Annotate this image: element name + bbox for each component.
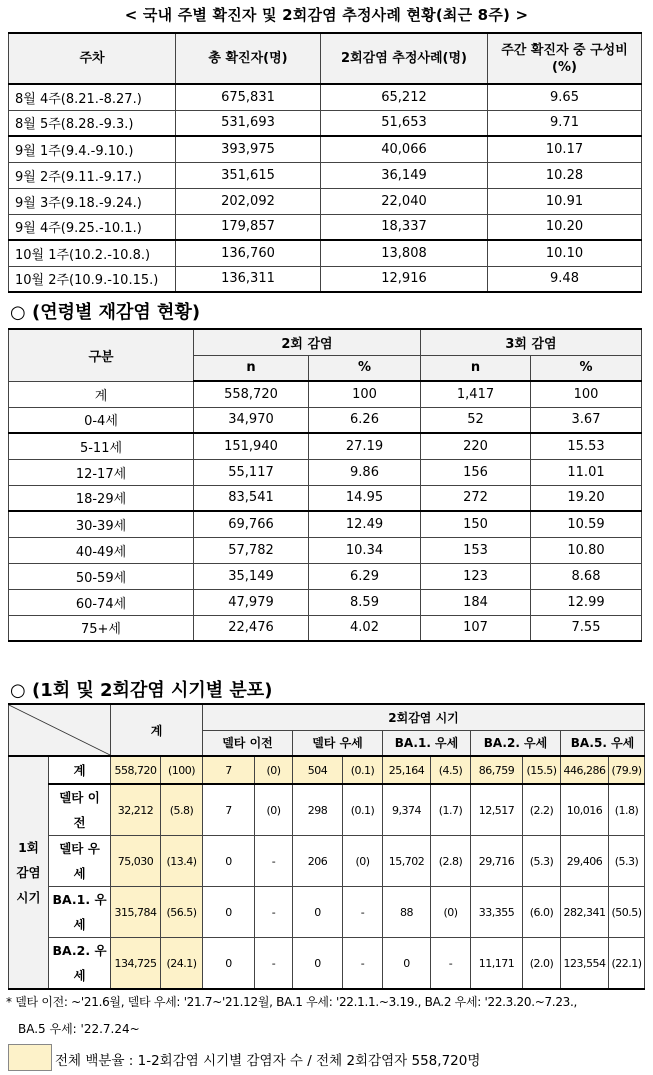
value-cell: (0.1) — [343, 756, 383, 784]
value-cell: 12,517 — [471, 784, 523, 836]
week-cell: 9월 4주(9.25.-10.1.) — [9, 214, 176, 240]
value-cell: - — [255, 887, 293, 938]
age-group-cell: 60-74세 — [9, 589, 194, 615]
ratio-cell: 10.10 — [488, 240, 642, 266]
row-label-text: BA.1. 우 세 — [52, 892, 107, 932]
value-cell: 504 — [293, 756, 343, 784]
second-n-cell: 55,117 — [194, 459, 309, 485]
table-row — [9, 240, 642, 266]
table-row — [9, 537, 642, 563]
diagonal-header-cell — [9, 704, 111, 756]
third-pct-cell: 15.53 — [531, 433, 642, 459]
footnote-periods — [6, 993, 577, 1010]
header-third-pct: % — [531, 355, 642, 381]
header-period-3: BA.2. 우세 — [471, 730, 561, 756]
value-cell: (2.2) — [523, 784, 561, 836]
age-group-cell: 계 — [9, 381, 194, 407]
value-cell: (0) — [343, 836, 383, 887]
third-pct-cell: 10.59 — [531, 511, 642, 537]
table-row — [9, 214, 642, 240]
table-row — [9, 459, 642, 485]
third-pct-cell: 10.80 — [531, 537, 642, 563]
table-row — [9, 563, 642, 589]
age-group-cell: 18-29세 — [9, 485, 194, 511]
table-row — [9, 188, 642, 214]
table-row — [9, 433, 642, 459]
value-cell: (13.4) — [161, 836, 203, 887]
second-n-cell: 83,541 — [194, 485, 309, 511]
ratio-cell: 9.48 — [488, 266, 642, 292]
week-cell: 8월 5주(8.28.-9.3.) — [9, 110, 176, 136]
header-category: 구분 — [9, 329, 194, 381]
value-cell: 134,725 — [111, 938, 161, 990]
second-pct-cell: 6.29 — [309, 563, 421, 589]
row-label — [49, 784, 111, 836]
value-cell: 11,171 — [471, 938, 523, 990]
age-group-cell: 5-11세 — [9, 433, 194, 459]
value-cell: 88 — [383, 887, 431, 938]
ratio-cell: 9.71 — [488, 110, 642, 136]
reinfection-cell: 12,916 — [321, 266, 488, 292]
value-cell: 206 — [293, 836, 343, 887]
value-cell: 7 — [203, 784, 255, 836]
value-cell: 0 — [203, 836, 255, 887]
third-n-cell: 153 — [421, 537, 531, 563]
header-ratio-text: 주간 확진자 중 구성비 (%) — [501, 42, 628, 75]
second-n-cell: 22,476 — [194, 615, 309, 641]
value-cell: 446,286 — [561, 756, 609, 784]
header-reinfection: 2회감염 추정사례(명) — [321, 33, 488, 84]
ratio-cell: 10.91 — [488, 188, 642, 214]
second-pct-cell: 14.95 — [309, 485, 421, 511]
second-n-cell: 151,940 — [194, 433, 309, 459]
age-group-cell: 12-17세 — [9, 459, 194, 485]
third-n-cell: 107 — [421, 615, 531, 641]
second-pct-cell: 12.49 — [309, 511, 421, 537]
week-cell: 9월 2주(9.11.-9.17.) — [9, 162, 176, 188]
value-cell: - — [343, 887, 383, 938]
table-row — [9, 756, 645, 784]
value-cell: (5.3) — [609, 836, 645, 887]
table-row — [9, 136, 642, 162]
value-cell: 9,374 — [383, 784, 431, 836]
row-label-text: 델타 우 세 — [59, 841, 100, 881]
value-cell: 0 — [383, 938, 431, 990]
total-cases-cell: 136,760 — [176, 240, 321, 266]
ratio-cell: 10.20 — [488, 214, 642, 240]
table-row — [9, 110, 642, 136]
side-label-text: 1회 감염 시기 — [16, 840, 41, 905]
reinfection-cell: 18,337 — [321, 214, 488, 240]
second-n-cell: 57,782 — [194, 537, 309, 563]
legend-text: 전체 백분율 : 1-2회감염 시기별 감염자 수 / 전체 2회감염자 558,720명 — [55, 1053, 481, 1069]
header-second-n: n — [194, 355, 309, 381]
week-cell: 9월 1주(9.4.-9.10.) — [9, 136, 176, 162]
reinfection-cell: 65,212 — [321, 84, 488, 110]
age-group-cell: 50-59세 — [9, 563, 194, 589]
total-cases-cell: 202,092 — [176, 188, 321, 214]
header-week: 주차 — [9, 33, 176, 84]
value-cell: 25,164 — [383, 756, 431, 784]
third-pct-cell: 8.68 — [531, 563, 642, 589]
third-pct-cell: 12.99 — [531, 589, 642, 615]
ratio-cell: 10.28 — [488, 162, 642, 188]
value-cell: (56.5) — [161, 887, 203, 938]
total-cases-cell: 136,311 — [176, 266, 321, 292]
value-cell: (100) — [161, 756, 203, 784]
total-cases-cell: 393,975 — [176, 136, 321, 162]
second-pct-cell: 100 — [309, 381, 421, 407]
value-cell: 33,355 — [471, 887, 523, 938]
value-cell: 29,406 — [561, 836, 609, 887]
value-cell: 0 — [203, 938, 255, 990]
header-period-4: BA.5. 우세 — [561, 730, 645, 756]
third-pct-cell: 19.20 — [531, 485, 642, 511]
diagonal-line — [9, 705, 110, 755]
value-cell: (1.7) — [431, 784, 471, 836]
table-row — [9, 938, 645, 990]
value-cell: (79.9) — [609, 756, 645, 784]
table-row — [9, 784, 645, 836]
second-n-cell: 558,720 — [194, 381, 309, 407]
period-section-title: ○ (1회 및 2회감염 시기별 분포) — [10, 680, 273, 701]
value-cell: 558,720 — [111, 756, 161, 784]
value-cell: (0.1) — [343, 784, 383, 836]
value-cell: (5.8) — [161, 784, 203, 836]
second-n-cell: 34,970 — [194, 407, 309, 433]
value-cell: (2.0) — [523, 938, 561, 990]
third-pct-cell: 7.55 — [531, 615, 642, 641]
row-label — [49, 938, 111, 990]
first-infection-side-label — [9, 756, 49, 989]
table-row — [9, 589, 642, 615]
third-n-cell: 150 — [421, 511, 531, 537]
header-third-infection: 3회 감염 — [421, 329, 642, 355]
second-n-cell: 35,149 — [194, 563, 309, 589]
weekly-table-title: < 국내 주별 확진자 및 2회감염 추정사례 현황(최근 8주) > — [124, 6, 529, 24]
value-cell: - — [255, 836, 293, 887]
week-cell: 9월 3주(9.18.-9.24.) — [9, 188, 176, 214]
value-cell: 0 — [293, 887, 343, 938]
value-cell: 75,030 — [111, 836, 161, 887]
value-cell: 15,702 — [383, 836, 431, 887]
table-row — [9, 511, 642, 537]
value-cell: (2.8) — [431, 836, 471, 887]
header-total: 계 — [111, 704, 203, 756]
row-label-total: 계 — [49, 756, 111, 784]
age-group-cell: 30-39세 — [9, 511, 194, 537]
third-n-cell: 156 — [421, 459, 531, 485]
value-cell: - — [255, 938, 293, 990]
age-group-cell: 40-49세 — [9, 537, 194, 563]
third-pct-cell: 100 — [531, 381, 642, 407]
value-cell: (0) — [431, 887, 471, 938]
row-label-text: 델타 이 전 — [59, 790, 100, 830]
third-n-cell: 1,417 — [421, 381, 531, 407]
header-second-pct: % — [309, 355, 421, 381]
second-pct-cell: 8.59 — [309, 589, 421, 615]
third-n-cell: 184 — [421, 589, 531, 615]
row-label-text: BA.2. 우 세 — [52, 943, 107, 983]
value-cell: 29,716 — [471, 836, 523, 887]
table-row — [9, 407, 642, 433]
value-cell: 315,784 — [111, 887, 161, 938]
week-cell: 10월 1주(10.2.-10.8.) — [9, 240, 176, 266]
header-period-2: BA.1. 우세 — [383, 730, 471, 756]
reinfection-cell: 36,149 — [321, 162, 488, 188]
table-row — [9, 84, 642, 110]
header-total-cases: 총 확진자(명) — [176, 33, 321, 84]
value-cell: 7 — [203, 756, 255, 784]
header-second-period: 2회감염 시기 — [203, 704, 645, 730]
value-cell: - — [343, 938, 383, 990]
third-n-cell: 52 — [421, 407, 531, 433]
legend-swatch — [8, 1044, 52, 1071]
second-pct-cell: 6.26 — [309, 407, 421, 433]
total-cases-cell: 675,831 — [176, 84, 321, 110]
total-cases-cell: 531,693 — [176, 110, 321, 136]
third-pct-cell: 3.67 — [531, 407, 642, 433]
third-n-cell: 220 — [421, 433, 531, 459]
value-cell: (50.5) — [609, 887, 645, 938]
value-cell: - — [431, 938, 471, 990]
value-cell: 10,016 — [561, 784, 609, 836]
value-cell: 298 — [293, 784, 343, 836]
week-cell: 10월 2주(10.9.-10.15.) — [9, 266, 176, 292]
value-cell: (22.1) — [609, 938, 645, 990]
third-pct-cell: 11.01 — [531, 459, 642, 485]
week-cell: 8월 4주(8.21.-8.27.) — [9, 84, 176, 110]
total-cases-cell: 179,857 — [176, 214, 321, 240]
header-period-1: 델타 우세 — [293, 730, 383, 756]
footnote-periods-text: * 델타 이전: ~'21.6월, 델타 우세: '21.7~'21.12월, BA.1 우세: '22.1.1.~3.19., BA.2 우세: '22.3.20.~7.23., — [6, 995, 578, 1009]
second-pct-cell: 27.19 — [309, 433, 421, 459]
weekly-cases-table — [8, 32, 642, 293]
value-cell: 282,341 — [561, 887, 609, 938]
value-cell: (0) — [255, 756, 293, 784]
age-reinfection-table — [8, 328, 642, 642]
value-cell: 123,554 — [561, 938, 609, 990]
third-n-cell: 123 — [421, 563, 531, 589]
header-period-0: 델타 이전 — [203, 730, 293, 756]
value-cell: (15.5) — [523, 756, 561, 784]
age-section-title: ○ (연령별 재감염 현황) — [10, 302, 201, 323]
table-row — [9, 485, 642, 511]
second-pct-cell: 9.86 — [309, 459, 421, 485]
reinfection-cell: 51,653 — [321, 110, 488, 136]
header-ratio — [488, 33, 642, 84]
table-row — [9, 162, 642, 188]
second-n-cell: 47,979 — [194, 589, 309, 615]
value-cell: (6.0) — [523, 887, 561, 938]
row-label — [49, 887, 111, 938]
value-cell: 86,759 — [471, 756, 523, 784]
value-cell: (1.8) — [609, 784, 645, 836]
reinfection-cell: 40,066 — [321, 136, 488, 162]
reinfection-cell: 13,808 — [321, 240, 488, 266]
second-pct-cell: 4.02 — [309, 615, 421, 641]
value-cell: (4.5) — [431, 756, 471, 784]
table-row — [9, 615, 642, 641]
table-row — [9, 836, 645, 887]
period-distribution-table — [8, 703, 645, 990]
second-n-cell: 69,766 — [194, 511, 309, 537]
value-cell: (24.1) — [161, 938, 203, 990]
value-cell: 0 — [203, 887, 255, 938]
table-row — [9, 887, 645, 938]
total-cases-cell: 351,615 — [176, 162, 321, 188]
age-group-cell: 0-4세 — [9, 407, 194, 433]
header-second-infection: 2회 감염 — [194, 329, 421, 355]
table-row — [9, 266, 642, 292]
row-label — [49, 836, 111, 887]
value-cell: 0 — [293, 938, 343, 990]
value-cell: 32,212 — [111, 784, 161, 836]
ratio-cell: 9.65 — [488, 84, 642, 110]
third-n-cell: 272 — [421, 485, 531, 511]
second-pct-cell: 10.34 — [309, 537, 421, 563]
value-cell: (5.3) — [523, 836, 561, 887]
age-group-cell: 75+세 — [9, 615, 194, 641]
reinfection-cell: 22,040 — [321, 188, 488, 214]
ratio-cell: 10.17 — [488, 136, 642, 162]
footnote-ba5: BA.5 우세: '22.7.24~ — [18, 1022, 140, 1036]
header-third-n: n — [421, 355, 531, 381]
value-cell: (0) — [255, 784, 293, 836]
table-row — [9, 381, 642, 407]
